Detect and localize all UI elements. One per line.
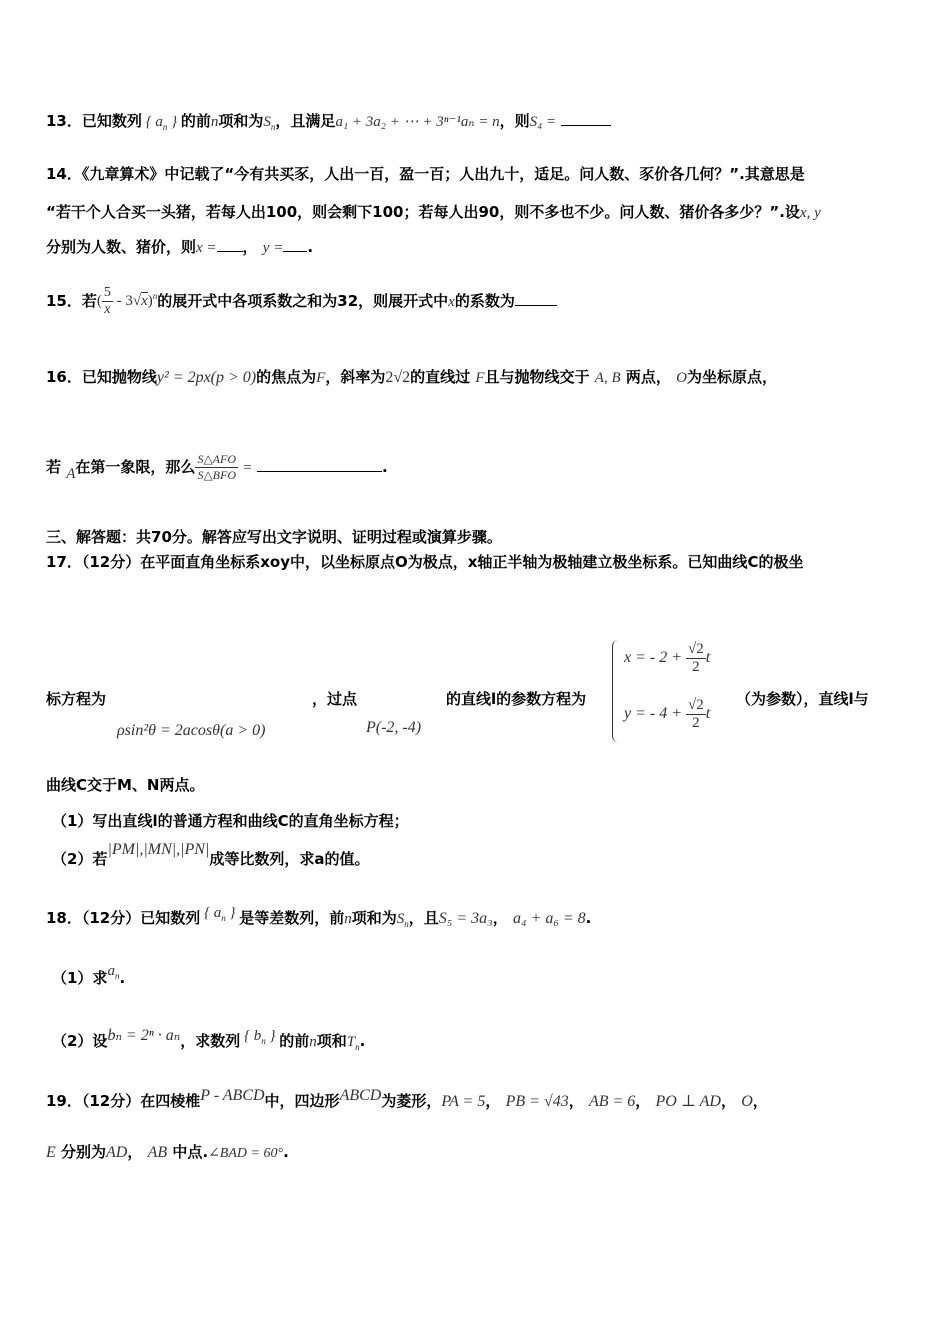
section3-heading: 三、解答题：共70分。解答应写出文字说明、证明过程或演算步骤。 bbox=[46, 528, 502, 546]
q17-line1: 17．（12分）在平面直角坐标系xoy中，以坐标原点O为极点，x轴正半轴为极轴建立极坐标系。已知曲线C的极坐 bbox=[46, 553, 804, 571]
q13-text3: 项和为 bbox=[218, 112, 264, 130]
q18-part2-text3: 的前 bbox=[279, 1032, 310, 1050]
q16-text2: ，斜率为 bbox=[325, 368, 386, 386]
q17-part2-text2: 成等比数列，求a的值。 bbox=[209, 850, 370, 868]
q17-line2-c: 的直线l的参数方程为 bbox=[446, 690, 587, 708]
q17-part2 bbox=[52, 841, 370, 869]
q15-expression: ( $\frac{5}{x}$ - 3√x)$^n$ bbox=[96, 285, 158, 317]
q17-line3: 曲线C交于M、N两点。 bbox=[46, 776, 205, 794]
q18-part2-text1: （2）设 bbox=[52, 1032, 108, 1050]
q18-part2-text4: 项和 bbox=[316, 1032, 347, 1050]
q17-polar-eq: ρsin²θ = 2acosθ(a > 0) bbox=[117, 722, 266, 739]
q13-text1: 已知数列 bbox=[81, 112, 142, 130]
q16-blank[interactable] bbox=[257, 457, 382, 472]
q17-line2-d: （为参数），直线l与 bbox=[736, 690, 869, 708]
q15-line bbox=[46, 285, 557, 318]
q18-text4: ，且 bbox=[408, 909, 439, 927]
q16-end: . bbox=[381, 458, 388, 476]
q19-quad: ABCD bbox=[339, 1087, 382, 1104]
q18-text3: 项和为 bbox=[351, 909, 397, 927]
q14-y: y = bbox=[262, 240, 284, 256]
q18-part2: （2）设bₙ = 2ⁿ · aₙ，求数列 { $b_n$ } 的前n项和$T_n$. bbox=[52, 1027, 366, 1052]
q17-part2-text1: （2）若 bbox=[52, 850, 108, 868]
q19-c4: PO ⊥ AD bbox=[655, 1093, 721, 1110]
q18-n: n bbox=[344, 911, 352, 927]
q19-c3: AB = 6 bbox=[588, 1093, 636, 1110]
q19-c2: PB = √43 bbox=[505, 1093, 569, 1110]
q18-cond1: S₅ = 3a₃ bbox=[438, 910, 493, 927]
q14-line1: 14．《九章算术》中记载了“今有共买豕，人出一百，盈一百；人出九十，适足。问人数、豕价各几何？”.其意思是 bbox=[46, 165, 805, 183]
q15-number: 15．若 bbox=[46, 292, 97, 310]
q13-ask: S₄ = bbox=[529, 114, 557, 130]
q13-line bbox=[46, 110, 611, 132]
q19-AB: AB bbox=[147, 1144, 168, 1161]
q19-text5: 中点. bbox=[172, 1143, 209, 1161]
q14-blank-y[interactable] bbox=[283, 237, 307, 252]
q16-parabola: y² = 2px bbox=[156, 369, 211, 386]
q14-line3: 分别为人数、猪价，则x = ， y = . bbox=[46, 238, 314, 256]
q13-n: n bbox=[210, 114, 219, 130]
q16-number: 16．已知抛物线 bbox=[46, 368, 157, 386]
q18-part1-text: （1）求 bbox=[52, 969, 108, 987]
q14-line2 bbox=[46, 201, 821, 222]
q13-S: $S_n$ bbox=[263, 114, 276, 132]
q16-line2-text1: 若 bbox=[46, 458, 62, 476]
q19-c1: PA = 5 bbox=[441, 1093, 486, 1110]
q18-an: $a_n$ bbox=[107, 963, 120, 981]
q16-text6: 为坐标原点， bbox=[686, 368, 777, 386]
q13-text5: ，则 bbox=[499, 112, 530, 130]
q17-system-y: y = - 4 + $\frac{√2}{2}$ t bbox=[624, 697, 711, 731]
q19-text2: 中，四边形 bbox=[264, 1092, 340, 1110]
q19-line2: E 分别为AD， AB 中点.∠BAD = 60°. bbox=[46, 1143, 289, 1161]
q16-text5: 两点， bbox=[625, 368, 671, 386]
q19-text3: 为菱形， bbox=[381, 1092, 442, 1110]
q19-O: O bbox=[741, 1093, 753, 1110]
q17-system-x: x = - 2 + $\frac{√2}{2}$ t bbox=[624, 641, 711, 675]
q16-F: F bbox=[316, 370, 326, 386]
q18-n2: n bbox=[309, 1034, 317, 1050]
q16-AB: A, B bbox=[594, 370, 621, 386]
q14-x: x = bbox=[196, 240, 217, 256]
q16-slope: 2√2 bbox=[385, 369, 411, 386]
q18-part2-text2: ，求数列 bbox=[180, 1032, 241, 1050]
q19-text1: 19．（12分）在四棱椎 bbox=[46, 1092, 201, 1110]
q18-seq: { $a_n$ } bbox=[200, 905, 240, 923]
q17-line2-b: ，过点 bbox=[312, 690, 358, 708]
q15-blank[interactable] bbox=[515, 291, 557, 306]
q18-text2: 是等差数列，前 bbox=[239, 909, 345, 927]
q14-blank-x[interactable] bbox=[217, 237, 243, 252]
q18-cond2: a₄ + a₆ = 8 bbox=[512, 910, 586, 927]
q16-text1: 的焦点为 bbox=[256, 368, 317, 386]
q13-text2: 的前 bbox=[180, 112, 211, 130]
q17-part1: （1）写出直线l的普通方程和曲线C的直角坐标方程； bbox=[52, 812, 409, 830]
q16-A: A bbox=[66, 466, 76, 482]
q16-eq: = bbox=[243, 460, 252, 476]
q18-T: $T_n$ bbox=[346, 1034, 360, 1052]
q18-S: $S_n$ bbox=[396, 911, 409, 929]
q19-angle: ∠BAD = 60° bbox=[208, 1146, 284, 1161]
q15-text: 的展开式中各项系数之和为32，则展开式中 bbox=[157, 292, 449, 310]
q19-E: E bbox=[46, 1144, 56, 1161]
q15-x: x bbox=[448, 294, 455, 310]
q17-system-brace bbox=[612, 640, 621, 742]
q13-text4: ，且满足 bbox=[275, 112, 336, 130]
q16-text3: 的直线过 bbox=[410, 368, 471, 386]
q16-O: O bbox=[676, 370, 687, 386]
q14-vars: x, y bbox=[799, 205, 821, 221]
q19-line1: 19．（12分）在四棱椎P - ABCD中，四边形ABCD为菱形，PA = 5， PB = √43， AB = 6， PO ⊥ AD， O， bbox=[46, 1087, 768, 1110]
q16-line1 bbox=[46, 366, 777, 387]
q18-part1: （1）求$a_n$. bbox=[52, 963, 126, 987]
q16-line2 bbox=[46, 452, 388, 483]
q17-point-P: P(-2, -4) bbox=[366, 719, 422, 736]
q17-part2-expr: |PM|,|MN|,|PN| bbox=[107, 841, 210, 858]
q18-seqb: { $b_n$ } bbox=[240, 1028, 280, 1046]
q13-condition: a₁ + 3a₂ + ⋯ + 3ⁿ⁻¹aₙ = n bbox=[335, 114, 500, 130]
q16-text4: 且与抛物线交于 bbox=[484, 368, 590, 386]
q19-pyramid: P - ABCD bbox=[200, 1087, 265, 1104]
q17-line2-a: 标方程为 bbox=[46, 690, 107, 708]
q19-AD: AD bbox=[106, 1144, 128, 1161]
q18-bn: bₙ = 2ⁿ · aₙ bbox=[107, 1027, 181, 1044]
q16-line2-text2: 在第一象限，那么 bbox=[75, 458, 196, 476]
q14-line3-text: 分别为人数、猪价，则 bbox=[46, 238, 197, 256]
q18-text1: 18．（12分）已知数列 bbox=[46, 909, 201, 927]
q13-seq: { $a_n$ } bbox=[141, 114, 181, 132]
q13-number: 13． bbox=[46, 112, 82, 130]
q14-sep: ， bbox=[242, 238, 258, 256]
q15-text2: 的系数为 bbox=[454, 292, 515, 310]
q13-blank[interactable] bbox=[561, 111, 611, 126]
q16-fraction: $\frac{\text{S△AFO}}{\text{S△BFO}}$ bbox=[197, 452, 236, 482]
q18-line1: 18．（12分）已知数列 { $a_n$ } 是等差数列，前n项和为$S_n$，且S₅ = 3a₃， a₄ + a₆ = 8. bbox=[46, 905, 592, 929]
q14-line2-text: “若干个人合买一头猪，若每人出100，则会剩下100；若每人出90，则不多也不少。问人数、猪价各多少？”.设 bbox=[46, 203, 800, 221]
q16-condition: (p > 0) bbox=[210, 369, 257, 386]
q16-F2: F bbox=[475, 370, 485, 386]
q19-text4: 分别为 bbox=[61, 1143, 107, 1161]
